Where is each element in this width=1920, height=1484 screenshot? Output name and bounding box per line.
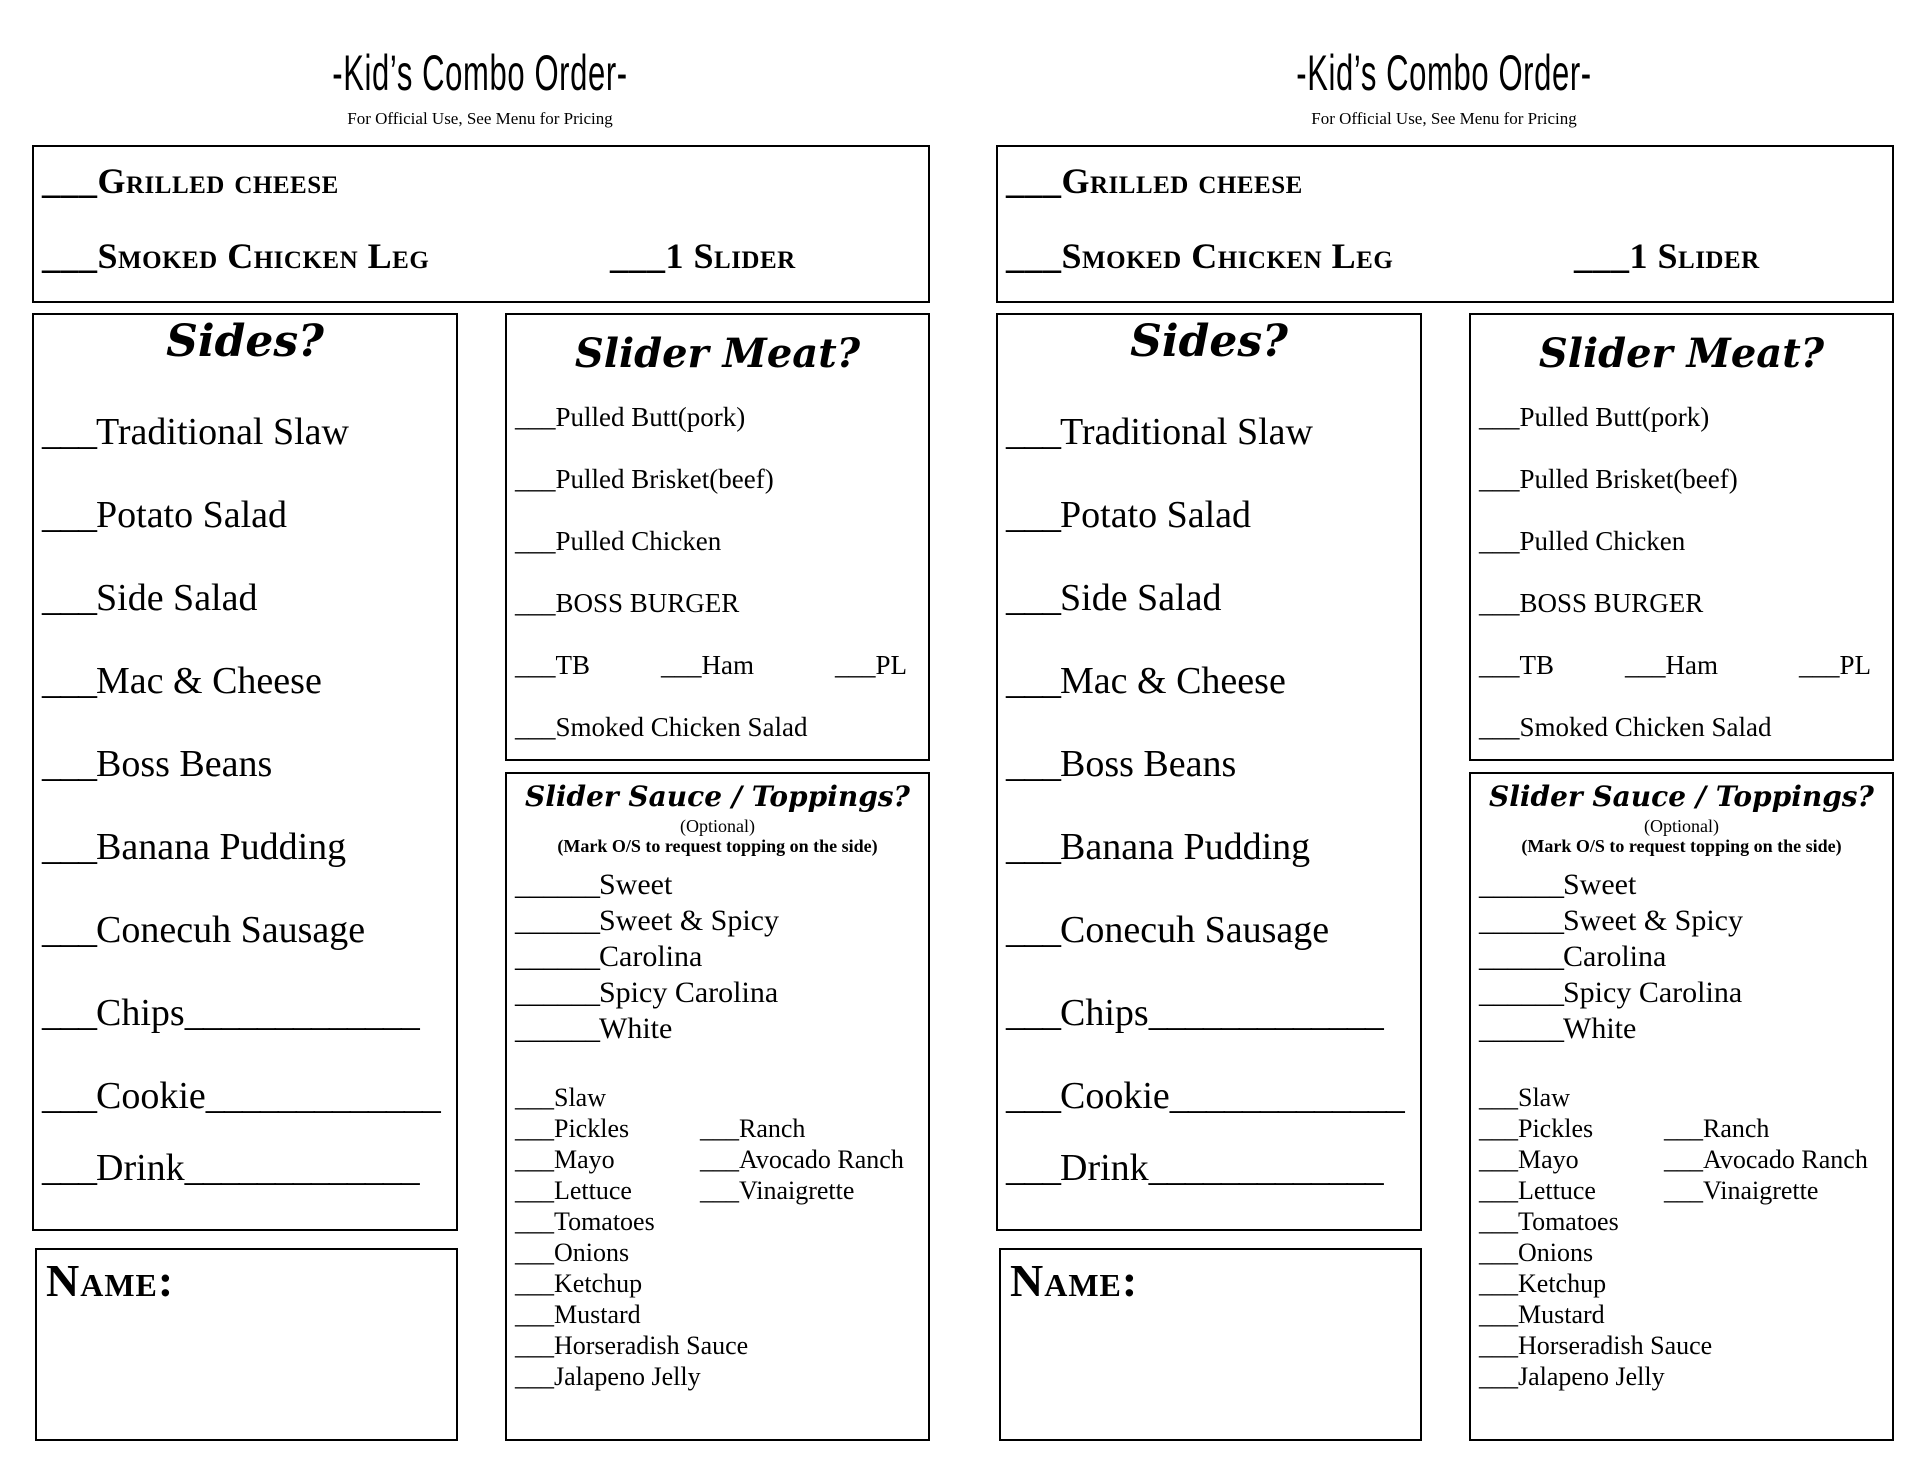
- sauce-item[interactable]: [515, 1012, 672, 1046]
- checkbox-blank[interactable]: ______: [515, 940, 599, 973]
- topping-item[interactable]: [1479, 1331, 1712, 1361]
- checkbox-blank[interactable]: ___: [515, 526, 556, 556]
- side-label: Potato Salad: [1060, 494, 1252, 536]
- side-item[interactable]: [1006, 659, 1286, 703]
- checkbox-blank[interactable]: ___: [1574, 236, 1630, 276]
- checkbox-blank[interactable]: ___: [42, 1147, 96, 1189]
- checkbox-blank[interactable]: ___: [42, 494, 96, 536]
- side-label: Traditional Slaw: [1060, 411, 1313, 453]
- topping-label: Ketchup: [554, 1269, 643, 1298]
- checkbox-blank[interactable]: ___: [515, 464, 556, 494]
- side-label: Mac & Cheese: [1060, 660, 1286, 702]
- topping-item[interactable]: [1479, 1207, 1619, 1237]
- checkbox-blank[interactable]: ___: [1006, 161, 1062, 201]
- sauce-label: Spicy Carolina: [599, 976, 779, 1009]
- meat-label: Smoked Chicken Salad: [1519, 712, 1772, 742]
- topping-item[interactable]: [515, 1238, 629, 1268]
- topping-item[interactable]: [700, 1145, 904, 1175]
- topping-label: Vinaigrette: [739, 1176, 855, 1205]
- side-item-chips[interactable]: [1006, 991, 1383, 1035]
- checkbox-blank[interactable]: ___: [42, 1075, 96, 1117]
- side-item[interactable]: [42, 825, 346, 869]
- meat-label: Pulled Brisket(beef): [1519, 464, 1738, 494]
- burger-option[interactable]: [1479, 650, 1554, 681]
- checkbox-blank[interactable]: ___: [1006, 236, 1062, 276]
- side-item[interactable]: [1006, 908, 1329, 952]
- side-item[interactable]: [1006, 493, 1251, 537]
- topping-item[interactable]: [1479, 1083, 1570, 1113]
- topping-item[interactable]: [700, 1114, 805, 1144]
- side-label: Conecuh Sausage: [96, 909, 366, 951]
- topping-label: Onions: [554, 1238, 630, 1267]
- topping-label: Vinaigrette: [1703, 1176, 1819, 1205]
- topping-label: Jalapeno Jelly: [1518, 1362, 1665, 1391]
- option-label: Smoked Chicken Leg: [1061, 236, 1394, 276]
- option-label: Grilled cheese: [97, 161, 339, 201]
- burger-option-label: Ham: [701, 650, 754, 680]
- checkbox-blank[interactable]: ___: [515, 1331, 554, 1360]
- option-label: 1 Slider: [1629, 236, 1760, 276]
- checkbox-blank[interactable]: ___: [515, 650, 556, 680]
- topping-label: Slaw: [554, 1083, 606, 1112]
- sauce-item[interactable]: [1479, 1012, 1636, 1046]
- checkbox-blank[interactable]: ___: [700, 1145, 739, 1174]
- checkbox-blank[interactable]: ______: [1479, 976, 1563, 1009]
- checkbox-blank[interactable]: ______: [1479, 868, 1563, 901]
- sides-heading: Sides?: [1130, 316, 1288, 367]
- side-label: Banana Pudding: [96, 826, 347, 868]
- checkbox-blank[interactable]: ___: [515, 1114, 554, 1143]
- sauce-heading: Slider Sauce / Toppings?: [525, 780, 910, 813]
- topping-label: Pickles: [554, 1114, 630, 1143]
- side-label: Cookie: [96, 1075, 206, 1117]
- topping-item[interactable]: [515, 1362, 701, 1392]
- topping-item[interactable]: [1479, 1300, 1605, 1330]
- meat-label: BOSS BURGER: [1519, 588, 1704, 618]
- checkbox-blank[interactable]: ___: [42, 577, 96, 619]
- checkbox-blank[interactable]: ___: [1664, 1176, 1703, 1205]
- topping-label: Ketchup: [1518, 1269, 1607, 1298]
- checkbox-blank[interactable]: ___: [515, 1145, 554, 1174]
- checkbox-blank[interactable]: ______: [515, 868, 599, 901]
- checkbox-blank[interactable]: ___: [1479, 1207, 1518, 1236]
- checkbox-blank[interactable]: ___: [42, 743, 96, 785]
- side-item[interactable]: [42, 659, 322, 703]
- checkbox-blank[interactable]: ___: [1479, 588, 1520, 618]
- checkbox-blank[interactable]: ___: [515, 712, 556, 742]
- meat-item[interactable]: [515, 402, 745, 433]
- side-label: Chips: [96, 992, 185, 1034]
- order-form-right: [964, 0, 1920, 1484]
- checkbox-blank[interactable]: ______: [515, 904, 599, 937]
- topping-label: Tomatoes: [554, 1207, 655, 1236]
- meat-label: Pulled Brisket(beef): [555, 464, 774, 494]
- checkbox-blank[interactable]: ______: [1479, 1012, 1563, 1045]
- burger-option[interactable]: [515, 650, 590, 681]
- checkbox-blank[interactable]: ___: [1006, 743, 1060, 785]
- main-option-grilled-cheese[interactable]: [1006, 160, 1303, 202]
- topping-item[interactable]: [1479, 1362, 1665, 1392]
- topping-item[interactable]: [1479, 1145, 1579, 1175]
- checkbox-blank[interactable]: ___: [1479, 1145, 1518, 1174]
- meat-item[interactable]: [1479, 712, 1771, 743]
- side-item[interactable]: [1006, 576, 1221, 620]
- sauce-label: White: [599, 1012, 673, 1045]
- on-side-note: (Mark O/S to request topping on the side): [1521, 836, 1842, 856]
- topping-item[interactable]: [1479, 1238, 1593, 1268]
- meat-item[interactable]: [515, 588, 739, 619]
- checkbox-blank[interactable]: ___: [1006, 1147, 1060, 1189]
- option-label: 1 Slider: [665, 236, 796, 276]
- side-label: Boss Beans: [96, 743, 273, 785]
- write-in-line[interactable]: _____________: [184, 992, 419, 1034]
- topping-label: Ranch: [1703, 1114, 1770, 1143]
- side-item[interactable]: [1006, 410, 1313, 454]
- checkbox-blank[interactable]: ___: [1479, 526, 1520, 556]
- topping-label: Tomatoes: [1518, 1207, 1619, 1236]
- checkbox-blank[interactable]: ___: [835, 650, 876, 680]
- side-item[interactable]: [42, 493, 287, 537]
- checkbox-blank[interactable]: ___: [1479, 1083, 1518, 1112]
- topping-label: Lettuce: [1518, 1176, 1596, 1205]
- sauce-label: Carolina: [1563, 940, 1667, 973]
- side-label: Conecuh Sausage: [1060, 909, 1330, 951]
- topping-item[interactable]: [1664, 1114, 1769, 1144]
- sauce-item[interactable]: [1479, 904, 1743, 938]
- checkbox-blank[interactable]: ___: [1006, 660, 1060, 702]
- checkbox-blank[interactable]: ___: [1006, 909, 1060, 951]
- side-item-cookie[interactable]: [1006, 1074, 1404, 1118]
- topping-label: Mayo: [554, 1145, 615, 1174]
- burger-option[interactable]: [1799, 650, 1871, 681]
- side-label: Potato Salad: [96, 494, 288, 536]
- topping-item[interactable]: [515, 1083, 606, 1113]
- checkbox-blank[interactable]: ______: [515, 1012, 599, 1045]
- meat-label: Pulled Chicken: [1519, 526, 1686, 556]
- meat-label: BOSS BURGER: [555, 588, 740, 618]
- burger-option-label: PL: [1839, 650, 1872, 680]
- topping-item[interactable]: [1479, 1176, 1596, 1206]
- topping-item[interactable]: [515, 1300, 641, 1330]
- checkbox-blank[interactable]: ______: [1479, 904, 1563, 937]
- burger-option[interactable]: [661, 650, 754, 681]
- sauce-label: Sweet: [1563, 868, 1637, 901]
- form-title: -Kid’s Combo Order-: [332, 45, 628, 101]
- checkbox-blank[interactable]: ___: [515, 402, 556, 432]
- form-subtitle: For Official Use, See Menu for Pricing: [1311, 109, 1577, 128]
- checkbox-blank[interactable]: ______: [1479, 940, 1563, 973]
- slider-meat-heading: Slider Meat?: [1538, 330, 1825, 377]
- checkbox-blank[interactable]: ___: [515, 588, 556, 618]
- checkbox-blank[interactable]: ___: [1479, 1331, 1518, 1360]
- side-label: Traditional Slaw: [96, 411, 349, 453]
- topping-item[interactable]: [700, 1176, 854, 1206]
- topping-label: Avocado Ranch: [1703, 1145, 1868, 1174]
- sauce-item[interactable]: [1479, 940, 1666, 974]
- topping-item[interactable]: [515, 1331, 748, 1361]
- write-in-line[interactable]: _____________: [1148, 1147, 1383, 1189]
- checkbox-blank[interactable]: ___: [42, 992, 96, 1034]
- main-option-1-slider[interactable]: [610, 235, 796, 277]
- checkbox-blank[interactable]: ___: [42, 161, 98, 201]
- side-item-cookie[interactable]: [42, 1074, 440, 1118]
- write-in-line[interactable]: _____________: [1148, 992, 1383, 1034]
- topping-label: Horseradish Sauce: [1518, 1331, 1713, 1360]
- topping-label: Onions: [1518, 1238, 1594, 1267]
- checkbox-blank[interactable]: ___: [1006, 826, 1060, 868]
- checkbox-blank[interactable]: ___: [515, 1238, 554, 1267]
- side-label: Drink: [1060, 1147, 1149, 1189]
- write-in-line[interactable]: _____________: [184, 1147, 419, 1189]
- meat-label: Pulled Butt(pork): [555, 402, 746, 432]
- sauce-item[interactable]: [515, 904, 779, 938]
- main-option-1-slider[interactable]: [1574, 235, 1760, 277]
- side-label: Side Salad: [1060, 577, 1222, 619]
- sauce-item[interactable]: [515, 976, 778, 1010]
- side-label: Side Salad: [96, 577, 258, 619]
- checkbox-blank[interactable]: ___: [515, 1207, 554, 1236]
- checkbox-blank[interactable]: ___: [42, 909, 96, 951]
- meat-item[interactable]: [1479, 526, 1685, 557]
- side-item[interactable]: [1006, 825, 1310, 869]
- side-item-drink[interactable]: [1006, 1146, 1383, 1190]
- checkbox-blank[interactable]: ___: [700, 1176, 739, 1205]
- topping-item[interactable]: [1664, 1145, 1868, 1175]
- checkbox-blank[interactable]: ___: [515, 1083, 554, 1112]
- checkbox-blank[interactable]: ___: [42, 660, 96, 702]
- checkbox-blank[interactable]: ___: [1006, 577, 1060, 619]
- topping-label: Lettuce: [554, 1176, 632, 1205]
- sauce-label: Sweet: [599, 868, 673, 901]
- side-item[interactable]: [42, 576, 257, 620]
- meat-item[interactable]: [1479, 402, 1709, 433]
- meat-label: Smoked Chicken Salad: [555, 712, 808, 742]
- checkbox-blank[interactable]: ___: [1006, 411, 1060, 453]
- side-label: Boss Beans: [1060, 743, 1237, 785]
- checkbox-blank[interactable]: ___: [1479, 712, 1520, 742]
- main-option-grilled-cheese[interactable]: [42, 160, 339, 202]
- meat-item[interactable]: [515, 712, 807, 743]
- meat-item[interactable]: [515, 464, 774, 495]
- side-item-drink[interactable]: [42, 1146, 419, 1190]
- burger-option-label: PL: [875, 650, 908, 680]
- write-in-line[interactable]: _____________: [1169, 1075, 1404, 1117]
- checkbox-blank[interactable]: ___: [1479, 1176, 1518, 1205]
- checkbox-blank[interactable]: ___: [1799, 650, 1840, 680]
- topping-label: Slaw: [1518, 1083, 1570, 1112]
- sauce-heading: Slider Sauce / Toppings?: [1489, 780, 1874, 813]
- optional-note: (Optional): [680, 816, 755, 836]
- topping-label: Jalapeno Jelly: [554, 1362, 701, 1391]
- side-label: Mac & Cheese: [96, 660, 322, 702]
- burger-option[interactable]: [1625, 650, 1718, 681]
- burger-option[interactable]: [835, 650, 907, 681]
- checkbox-blank[interactable]: ___: [661, 650, 702, 680]
- name-label: Name:: [1010, 1255, 1139, 1306]
- side-label: Banana Pudding: [1060, 826, 1311, 868]
- checkbox-blank[interactable]: ___: [1479, 1362, 1518, 1391]
- sauce-item[interactable]: [1479, 868, 1636, 902]
- topping-item[interactable]: [515, 1269, 642, 1299]
- form-subtitle: For Official Use, See Menu for Pricing: [347, 109, 613, 128]
- slider-meat-heading: Slider Meat?: [574, 330, 861, 377]
- on-side-note: (Mark O/S to request topping on the side): [557, 836, 878, 856]
- checkbox-blank[interactable]: ___: [1006, 494, 1060, 536]
- topping-item[interactable]: [1479, 1269, 1606, 1299]
- topping-item[interactable]: [515, 1114, 629, 1144]
- checkbox-blank[interactable]: ___: [610, 236, 666, 276]
- topping-item[interactable]: [1664, 1176, 1818, 1206]
- sauce-label: Sweet & Spicy: [599, 904, 779, 937]
- side-item-chips[interactable]: [42, 991, 419, 1035]
- checkbox-blank[interactable]: ___: [515, 1300, 554, 1329]
- side-item[interactable]: [1006, 742, 1236, 786]
- topping-label: Horseradish Sauce: [554, 1331, 749, 1360]
- checkbox-blank[interactable]: ___: [515, 1176, 554, 1205]
- topping-item[interactable]: [515, 1207, 655, 1237]
- checkbox-blank[interactable]: ___: [1479, 402, 1520, 432]
- sauce-item[interactable]: [1479, 976, 1742, 1010]
- topping-label: Ranch: [739, 1114, 806, 1143]
- checkbox-blank[interactable]: ___: [1664, 1145, 1703, 1174]
- checkbox-blank[interactable]: ______: [515, 976, 599, 1009]
- main-option-smoked-chicken-leg[interactable]: [1006, 235, 1393, 277]
- main-option-smoked-chicken-leg[interactable]: [42, 235, 429, 277]
- checkbox-blank[interactable]: ___: [1479, 1238, 1518, 1267]
- topping-label: Mustard: [1518, 1300, 1605, 1329]
- meat-item[interactable]: [515, 526, 721, 557]
- side-item[interactable]: [42, 742, 272, 786]
- option-label: Grilled cheese: [1061, 161, 1303, 201]
- meat-label: Pulled Butt(pork): [1519, 402, 1710, 432]
- checkbox-blank[interactable]: ___: [42, 826, 96, 868]
- checkbox-blank[interactable]: ___: [42, 411, 96, 453]
- checkbox-blank[interactable]: ___: [1664, 1114, 1703, 1143]
- sauce-label: Spicy Carolina: [1563, 976, 1743, 1009]
- checkbox-blank[interactable]: ___: [1479, 464, 1520, 494]
- sauce-label: Sweet & Spicy: [1563, 904, 1743, 937]
- meat-item[interactable]: [1479, 464, 1738, 495]
- topping-label: Mustard: [554, 1300, 641, 1329]
- side-label: Chips: [1060, 992, 1149, 1034]
- sauce-item[interactable]: [515, 940, 702, 974]
- checkbox-blank[interactable]: ___: [1479, 1300, 1518, 1329]
- optional-note: (Optional): [1644, 816, 1719, 836]
- topping-label: Mayo: [1518, 1145, 1579, 1174]
- side-label: Drink: [96, 1147, 185, 1189]
- topping-label: Avocado Ranch: [739, 1145, 904, 1174]
- sides-heading: Sides?: [166, 316, 324, 367]
- side-item[interactable]: [42, 908, 365, 952]
- form-title: -Kid’s Combo Order-: [1296, 45, 1592, 101]
- checkbox-blank[interactable]: ___: [1479, 1269, 1518, 1298]
- write-in-line[interactable]: _____________: [205, 1075, 440, 1117]
- option-label: Smoked Chicken Leg: [97, 236, 430, 276]
- side-label: Cookie: [1060, 1075, 1170, 1117]
- sauce-label: Carolina: [599, 940, 703, 973]
- checkbox-blank[interactable]: ___: [1006, 1075, 1060, 1117]
- sauce-label: White: [1563, 1012, 1637, 1045]
- checkbox-blank[interactable]: ___: [700, 1114, 739, 1143]
- checkbox-blank[interactable]: ___: [515, 1362, 554, 1391]
- burger-option-label: TB: [1519, 650, 1555, 680]
- checkbox-blank[interactable]: ___: [1006, 992, 1060, 1034]
- burger-option-label: TB: [555, 650, 591, 680]
- meat-item[interactable]: [1479, 588, 1703, 619]
- checkbox-blank[interactable]: ___: [1479, 650, 1520, 680]
- meat-label: Pulled Chicken: [555, 526, 722, 556]
- name-label: Name:: [46, 1255, 175, 1306]
- checkbox-blank[interactable]: ___: [515, 1269, 554, 1298]
- topping-item[interactable]: [1479, 1114, 1593, 1144]
- topping-item[interactable]: [515, 1145, 615, 1175]
- checkbox-blank[interactable]: ___: [1479, 1114, 1518, 1143]
- burger-option-label: Ham: [1665, 650, 1718, 680]
- topping-label: Pickles: [1518, 1114, 1594, 1143]
- topping-item[interactable]: [515, 1176, 632, 1206]
- sauce-item[interactable]: [515, 868, 672, 902]
- side-item[interactable]: [42, 410, 349, 454]
- checkbox-blank[interactable]: ___: [42, 236, 98, 276]
- checkbox-blank[interactable]: ___: [1625, 650, 1666, 680]
